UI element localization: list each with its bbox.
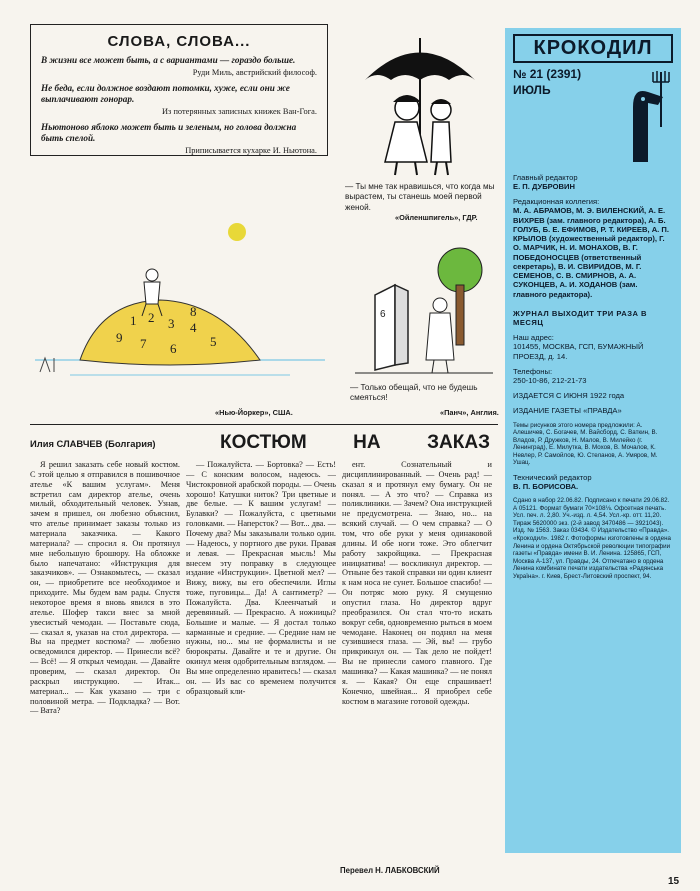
title-word: ЗАКАЗ (427, 432, 490, 453)
svg-text:1: 1 (130, 313, 137, 328)
phones-label: Телефоны: (513, 366, 553, 376)
svg-text:7: 7 (140, 336, 147, 351)
gate-cartoon (350, 235, 498, 380)
svg-text:6: 6 (380, 309, 386, 320)
chief-editor-name: Е. П. ДУБРОВИН (513, 182, 575, 191)
island-cartoon (30, 220, 330, 405)
phones: 250-10-86, 212-21-73 (513, 375, 587, 385)
article-column-2 (186, 460, 336, 860)
quote-3 (41, 122, 317, 155)
gate-source: «Панч», Англия. (440, 408, 499, 417)
imprint: Сдано в набор 22.06.82. Подписано к печати 29.06.82. А 05121. Формат бумаги 70×108⅛. Офсетная печать. Усл. печ. л. 2,80. Уч.-изд. л. 4,54. Усл.-кр. отт. 11,20. Тираж 5620000 экз. (2-й завод 3470486 — 3921043). Изд. № 1563. Заказ 03434. © Издательство «Правда». «Крокодил». 1982 г. Фотоформы изготовлены в ордена Ленина и ордена Октябрьской революции типографии газеты «Правда» имени В. И. Ленина. 125865, ГСП, Москва А-137, ул. Правды, 24. Отпечатано в ордена Ленина комбинате печати издательства «Радянська Украïна». г. Киев, Брест-Литовский проспект, 94. (513, 497, 671, 580)
svg-text:9: 9 (116, 330, 123, 345)
translator-credit: Перевел Н. ЛАБКОВСКИЙ (340, 866, 440, 875)
island-source: «Нью-Йоркер», США. (215, 408, 293, 417)
svg-text:5: 5 (210, 334, 217, 349)
article-author: Илия СЛАВЧЕВ (Болгария) (30, 438, 156, 449)
issue-number: № 21 (2391) (513, 67, 582, 81)
quotes-box (30, 24, 328, 156)
quote-attribution: Приписывается кухарке И. Ньютона. (185, 145, 317, 155)
page-number: 15 (668, 876, 680, 887)
umbrella-caption: — Ты мне так нравишься, что когда мы вырастем, ты станешь моей первой женой. (345, 182, 495, 212)
editorial-board: М. А. АБРАМОВ, М. Э. ВИЛЕНСКИЙ, А. Е. ВИХРЕВ (зам. главного редактора), А. Б. ГОЛУБ, Б. Е. ЕФИМОВ, Р. Т. КИРЕЕВ, А. П. КРЫЛОВ (художественный редактор), Г. О. МАРЧИК, Н. И. МОНАХОВ, В. Г. ПОБЕДОНОСЦЕВ (ответственный секретарь), В. И. СВИРИДОВ, М. Г. СЕМЕНОВ, С. В. СМИРНОВ, А. А. СУКОНЦЕВ, А. И. ХОДАНОВ (зам. главного редактора). (513, 206, 669, 299)
publisher: ИЗДАНИЕ ГАЗЕТЫ «ПРАВДА» (513, 406, 622, 416)
article-columns (30, 460, 496, 860)
column-text: — Пожалуйста. — Бортовка? — Есть! — С конским волосом, надеюсь. — Чистокровной арабской породы. — Очень хорошо! Катушки ниток? Три цветные и две белые. — К вашим услугам! — Булавки? — Пожалуйста, с цветными головками. — Наперсток? — Вот... два. — Почему два? Мы заказывали только один. — Надеюсь, у портного две руки. Правая и левая. — Прекрасная мысль! Мы внесем эту поправку в следующее издание «Инструкции». Цветной мел? — Вижу, вижу, вы его обеспечили. Иглы тоже, пуговицы... Да! А сантиметр? — Пожалуйста. Два. Клеенчатый и деревянный. — Прекрасно. А ножницы? Большие и малые. — Я достал только карманные и средние. — Средние нам не нужны, но... мы не формалисты и не бюрократы. Давайте и те и другие. Он окинул меня одобрительным взглядом. — Вы мне определенно нравитесь! — сказал он. — Из вас со временем получится образцовый кли- (186, 460, 336, 696)
svg-text:8: 8 (190, 304, 197, 319)
umbrella-cartoon (345, 30, 495, 180)
svg-text:2: 2 (148, 310, 155, 325)
article-column-1 (30, 460, 180, 860)
published-since: ИЗДАЕТСЯ С ИЮНЯ 1922 года (513, 391, 625, 400)
article-title (220, 432, 490, 454)
title-word: КОСТЮМ (220, 432, 307, 453)
address: 101455, МОСКВА, ГСП, БУМАЖНЫЙ ПРОЕЗД, д. 14. (513, 342, 644, 361)
column-text: ент. Сознательный и дисциплинированный. — Очень рад! — сказал я и протянул ему бумагу. Он не понял. — А это что? — Справка из поликлиники. — Зачем? Она инструкцией не предусмотрена. — Знаю, но... на всякий случай. — О чем справка? — О том, что обе руки у меня одинаковой длины. И обе ноги тоже. Это облегчит работу закройщика. — Прекрасная инициатива! — воскликнул директор. — Отныне без такой справки ни один клиент к нам носа не сунет. Большое спасибо! — Он потряс мою руку. Я смущенно опустил глаза. Но директор вдруг преобразился. Он стал что-то искать вокруг себя, одновременно рыться в моем чемодане. Наконец он поднял на меня сузившиеся глаза. — Эй, вы! — грубо прикрикнул он. — Так дело не пойдет! Вы не принесли самого главного. Где машинка? — Какая машинка? — не понял я. — Какая? Он еще спрашивает! Конечно, швейная... Я приобрел себе костюм в магазине готовой одежды. (342, 460, 492, 706)
artists-credit: Темы рисунков этого номера предложили: А. Алешичев, С. Богачев, М. Вайсборд, С. Ваткин, В. Владов, Р. Дружков, Н. Малов, В. Милейко (г. Ленинград), Е. Милутка, В. Мохов, В. Мочалов, К. Невлер, Р. Самойлов, Ю. Стеланов, А. Умяров, М. Ушац. (513, 421, 658, 467)
tech-editor-name: В. П. БОРИСОВА. (513, 481, 579, 491)
quote-text: Не беда, если должное воздают потомки, хуже, если они же выплачивают гонорар. (41, 82, 290, 104)
crocodile-icon (613, 67, 673, 167)
tech-editor-label: Технический редактор (513, 472, 592, 482)
board-label: Редакционная коллегия: (513, 197, 600, 207)
title-word: НА (353, 432, 381, 453)
quote-attribution: Из потерянных записных книжек Ван-Гога. (162, 106, 317, 116)
quote-text: В жизни все может быть, а с вариантами — гораздо больше. (41, 55, 296, 65)
quote-1 (41, 55, 317, 77)
section-divider (30, 424, 498, 425)
svg-text:4: 4 (190, 320, 197, 335)
article-column-3 (342, 460, 492, 860)
masthead-sidebar (505, 28, 681, 853)
quotes-title: СЛОВА, СЛОВА... (107, 33, 251, 50)
svg-text:6: 6 (170, 341, 177, 356)
gate-caption: — Только обещай, что не будешь смеяться! (350, 383, 478, 403)
svg-text:3: 3 (168, 316, 175, 331)
column-text: Я решил заказать себе новый костюм. С этой целью я отправился в пошивочное ателье «К вашим услугам». Меня встретил сам директор ателье, очень милый, обходительный человек. Узнав, зачем я пришел, он любезно объяснил, что ателье принимает заказы только из материала заказчика. — Какого материала? — спросил я. Он протянул мне небольшую брошюру. На обложке было напечатано: «Инструкция для заказчиков». — Ознакомьтесь, — сказал он, — приобретите все необходимое и приходите. Мы будем вам рады. Спустя некоторое время я вновь явился в это ателье. Шофер такси внес за мной увесистый чемодан. — Поставьте сюда, — сказал я, указав на стол директора. — Вы на предмет костюма? — любезно осведомился директор. — Принесли всё? — Всё! — Я открыл чемодан. — Давайте проверим, — сказал директор. Он раскрыл инструкцию. — Итак... материал... — Как указано — три с половиной метра. — Подкладка? — Вот. — Вата? (30, 460, 180, 716)
magazine-logo: КРОКОДИЛ (513, 34, 673, 63)
chief-editor-label: Главный редактор (513, 173, 578, 182)
issue-month: ИЮЛЬ (513, 82, 551, 97)
quote-2 (41, 83, 317, 116)
frequency-note: ЖУРНАЛ ВЫХОДИТ ТРИ РАЗА В МЕСЯЦ (513, 308, 648, 327)
quote-attribution: Руди Миль, австрийский философ. (192, 67, 317, 77)
address-label: Наш адрес: (513, 333, 554, 343)
umbrella-source: «Ойленшпигель», ГДР. (395, 213, 478, 222)
quote-text: Ньютоново яблоко может быть и зеленым, но голова должна быть спелой. (41, 121, 297, 143)
